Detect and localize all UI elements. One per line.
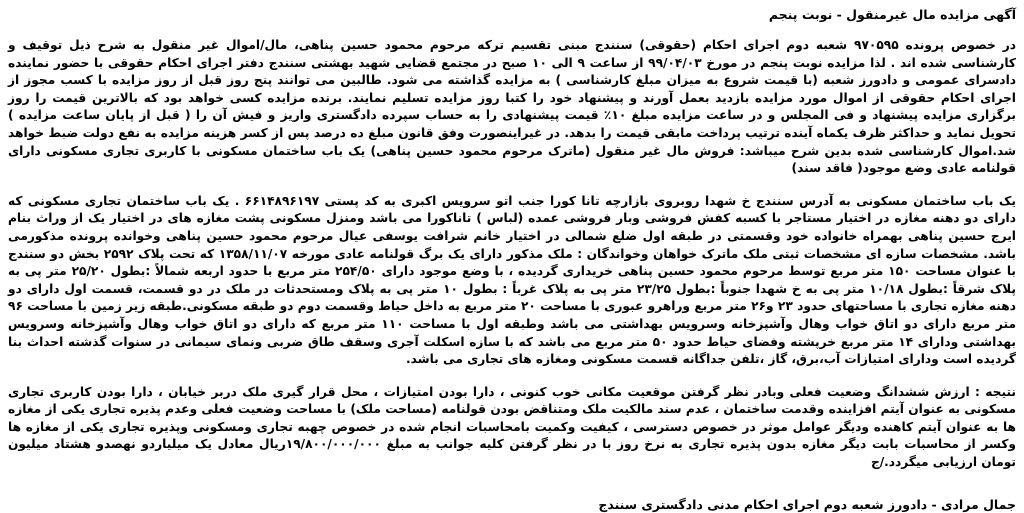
notice-paragraph-result: نتیجه : ارزش ششدانگ وضعیت فعلی وبادر نظر گرفتن موقعیت مکانی خوب کنونی ، دارا بودن امتیازات ، محل قرار گیری ملک دربر خیابان ، دارا بودن کاربری تجاری مسکونی به عنوان آیتم افزاینده وقدمت ساختمان ، عدم سند مالکیت ملک ومتناقض بودن قولنامه (مساحت ملک) با مساحت وضعیت فعلی وعدم پذیره تجاری یکی از مغازه ها به عنوان آیتم کاهنده ودیگر عوامل موثر در خصوص دسترسی ، کیفیت وکمیت بامحاسبات انجام شده در خصوص چهبه تجاری ومسکونی وپذیره تجاری یکی از مغازه ها وکسر از محاسبات بابت دیگر مغازه بدون پذیره تجاری به نرخ روز با در نظر گرفتن کلیه جوانب به مبلغ ۱۹/۸۰۰/۰۰۰/۰۰۰ریال معادل یک میلیاردو نهصدو هشتاد میلیون تومان ارزیابی میگردد./ج <box>8 384 1017 470</box>
notice-signature: جمال مرادی - دادورز شعبه دوم اجرای احکام مدنی دادگستری سنندج <box>598 496 1016 512</box>
notice-title: آگهی مزایده مال غیرمنقول - نوبت پنجم <box>768 7 1016 22</box>
notice-paragraph-property: یک باب ساختمان مسکونی به آدرس سنندج خ شهدا روبروی بازارچه تانا کورا جنب اتو سرویس اکبری به کد پستی ۶۶۱۴۸۹۶۱۹۷ . یک باب ساختمان تجاری مسکونی که دارای دو دهنه مغازه در اختیار مستاجر با کسبه کفش فروشی وبار فروشی عمده (لباس ) تاناکورا می باشد ومنزل مسکونی پشت مغازه های در اختیار یک از وراث بنام ایرج حسین پناهی بهمراه خانواده خود وقسمتی در طبقه اول ضلع شمالی در اختیار خانم شرافت یوسفی عیال مرحوم محمود حسین پناهی وخوانده پرونده مذکورمی باشد. مشخصات سازه ای مشخصات ثبتی ملک ماترک خواهان وخواندگان : ملک مذکور دارای یک برگ قولنامه عادی مورخه ۱۳۵۸/۱۱/۰۷ که تحت پلاک ۲۵۹۲ بخش دو سنندج با عنوان مساحت ۱۵۰ متر مربع توسط مرحوم محمود حسین پناهی خریداری گردیده ، با وضع موجود دارای ۲۵۴/۵۰ متر مربع با حدود اربعه شمالاً :بطول ۲۵/۲۰ متر پی به پلاک شرقاً :بطول ۱۰/۱۸ متر پی به خ شهدا جنوباً :بطول ۲۳/۲۵ متر پی به پلاک غرباً : بطول ۱۰ متر پی به پلاک ومستحدثات در ملک در دو قسمت، قسمت اول دارای دو دهنه مغازه تجاری با مساحتهای حدود ۲۳ و۲۶ متر مربع وراهرو عبوری با مساحت ۲۰ متر مربع به داخل حیاط وقسمت دوم دو طبقه مسکونی.طبقه زیر زمین با مساحت ۹۶ متر مربع دارای دو اتاق خواب وهال وآشپزخانه وسرویس بهداشتی می باشد وطبقه اول با مساحت ۱۱۰ متر مربع که دارای دو اتاق خواب وهال وآشپزخانه وسرویس بهداشتی ودارای ۱۴ متر مربع خرپشته وفضای حیاط حدود ۵۰ متر مربع می باشد که با سازه اسکلت آجری وسقف طاق ضربی ونمای سیمانی در سنوات گذشته احداث بنا گردیده است ودارای امتیازات آب،برق، گاز ،تلفن جداگانه قسمت مسکونی ومغازه های تجاری می باشد. <box>8 193 1017 367</box>
notice-paragraph-intro: در خصوص پرونده ۹۷۰۵۹۵ شعبه دوم اجرای احکام (حقوقی) سنندج مبنی تقسیم ترکه مرحوم محمود حسین پناهی، مال/اموال غیر منقول به شرح ذیل توقیف و کارشناسی شده اند . لذا مزایده نوبت پنجم در مورخ ۹۹/۰۴/۰۳ از ساعت ۹ الی ۱۰ صبح در مجتمع قضایی شهید بهشتی سنندج دفتر اجرای احکام حقوقی با حضور نماینده دادسرای عمومی و دادورز شعبه (با قیمت شروع به میزان مبلغ کارشناسی ) به مزایده گذاشته می شود. طالبین می توانند پنج روز قبل از روز مزایده با کسب مجوز از اجرای احکام حقوقی از اموال مورد مزایده بازدید بعمل آورند و پیشنهاد خود را کتبا روز مزایده تسلیم نمایند. برنده مزایده کسی خواهد بود که بالاترین قیمت را روز برگزاری مزایده پیشنهاد و فی المجلس و در ساعت مزایده مبلغ ۱۰٪ قیمت پیشنهادی را به حساب سپرده دادگستری واریز و فیش آن را ( قبل از پایان ساعت مزایده ) تحویل نماید و حداکثر ظرف یکماه آینده ترتیب پرداخت مابقی قیمت را بدهد. در غیراینصورت وفق قانون مبلغ ده درصد پس از کسر هزینه مزایده به نفع دولت ضبط خواهد شد.اموال کارشناسی شده بدین شرح میباشد: فروش مال غیر منقول (ماترک مرحوم محمود حسین پناهی) یک باب ساختمان مسکونی با کاربری تجاری مسکونی دارای قولنامه عادی وضع موجود( فاقد سند) <box>8 38 1017 176</box>
